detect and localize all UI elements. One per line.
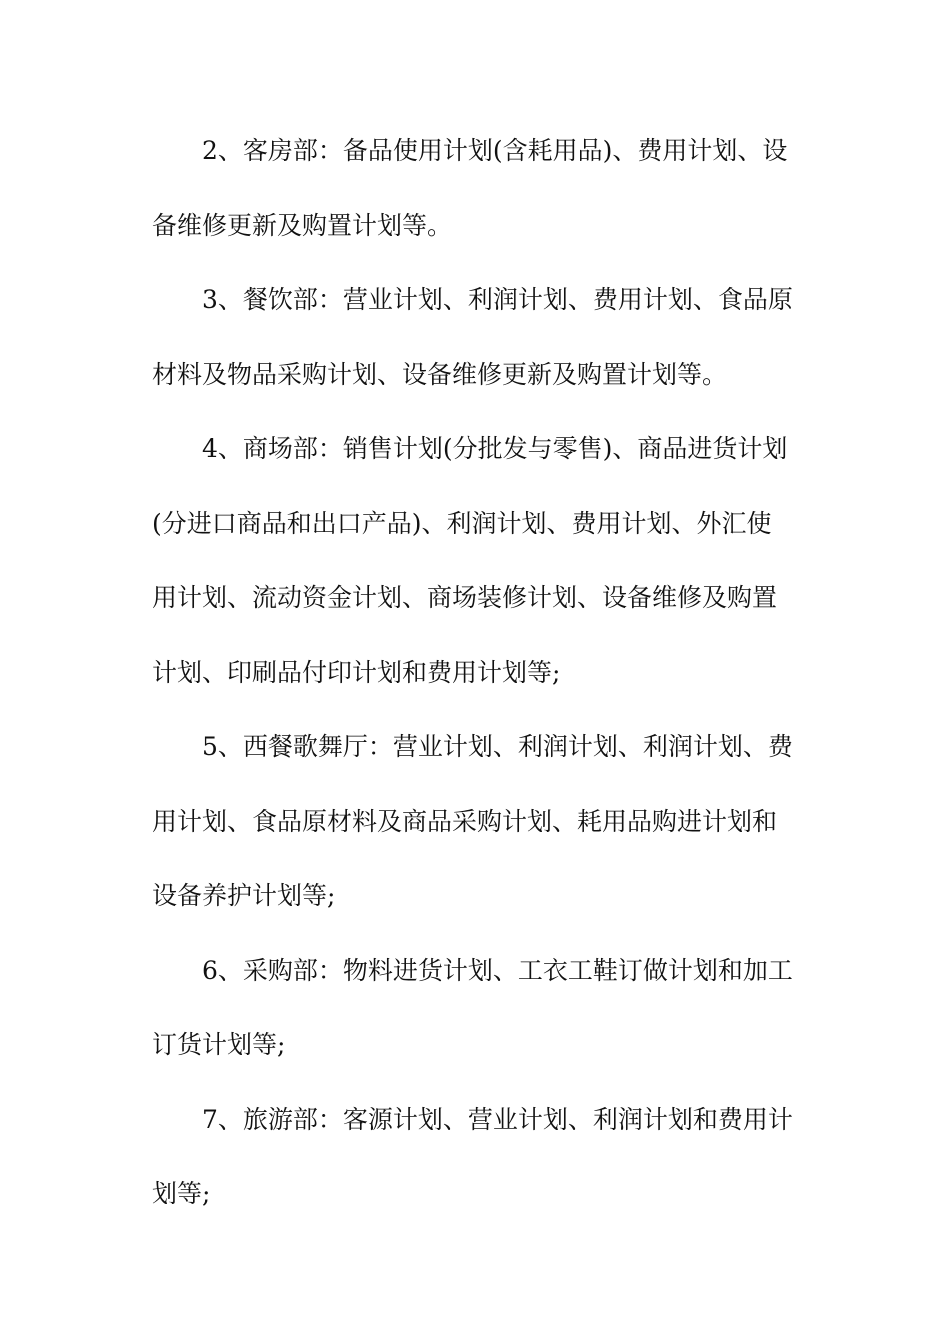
paragraph-purchasing	[152, 934, 802, 1083]
paragraph-line: 备维修更新及购置计划等。	[152, 210, 453, 240]
document-body	[152, 114, 802, 1232]
paragraph-line: 7、旅游部：客源计划、营业计划、利润计划和费用计	[202, 1104, 793, 1134]
paragraph-western-restaurant	[152, 710, 802, 934]
paragraph-tourism	[152, 1083, 802, 1232]
paragraph-line: 2、客房部：备品使用计划(含耗用品)、费用计划、设	[202, 136, 788, 165]
paragraph-catering	[152, 263, 802, 412]
paragraph-line: 用计划、流动资金计划、商场装修计划、设备维修及购置	[152, 583, 778, 612]
paragraph-line: 用计划、食品原材料及商品采购计划、耗用品购进计划和	[152, 806, 778, 836]
paragraph-line: 4、商场部：销售计划(分批发与零售)、商品进货计划	[202, 434, 788, 463]
paragraph-line: (分进口商品和出口产品)、利润计划、费用计划、外汇使	[152, 508, 772, 538]
paragraph-line: 计划、印刷品付印计划和费用计划等;	[152, 657, 561, 687]
paragraph-mall	[152, 412, 802, 710]
paragraph-line: 6、采购部：物料进货计划、工衣工鞋订做计划和加工	[202, 955, 793, 985]
paragraph-line: 设备养护计划等;	[152, 881, 336, 910]
paragraph-line: 订货计划等;	[152, 1030, 286, 1059]
paragraph-line: 3、餐饮部：营业计划、利润计划、费用计划、食品原	[202, 285, 793, 314]
paragraph-line: 材料及物品采购计划、设备维修更新及购置计划等。	[152, 359, 728, 389]
paragraph-line: 划等;	[152, 1179, 211, 1208]
paragraph-housekeeping	[152, 114, 802, 263]
paragraph-line: 5、西餐歌舞厅：营业计划、利润计划、利润计划、费	[202, 732, 793, 761]
